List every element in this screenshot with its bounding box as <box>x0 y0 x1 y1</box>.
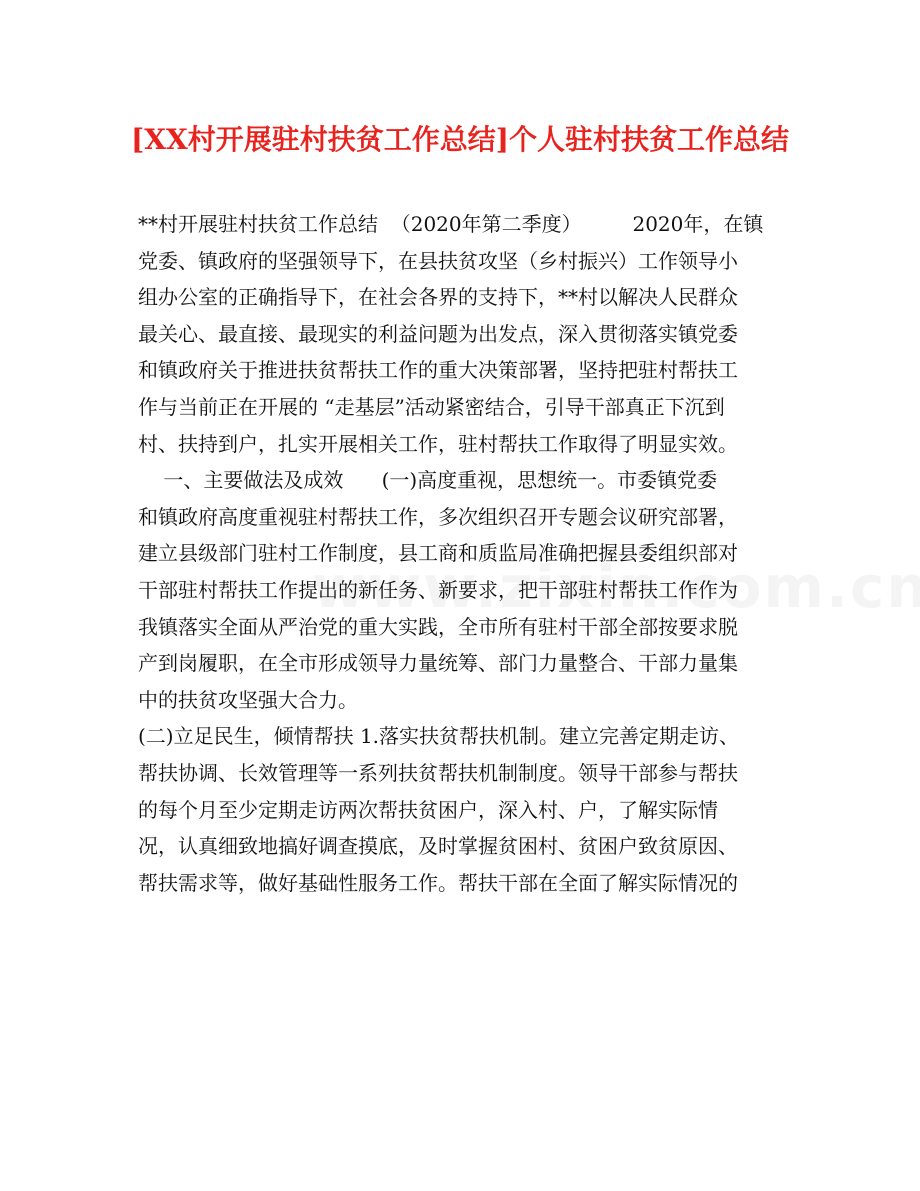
body-line: 干部驻村帮扶工作提出的新任务、新要求，把干部驻村帮扶工作作为 <box>138 577 738 602</box>
body-line: 帮扶协调、长效管理等一系列扶贫帮扶机制制度。领导干部参与帮扶 <box>138 760 738 785</box>
body-line: 况，认真细致地搞好调查摸底，及时掌握贫困村、贫困户致贫原因、 <box>138 834 738 859</box>
section-heading-line: (二)立足民生，倾情帮扶 1.落实扶贫帮扶机制。建立完善定期走访、 <box>138 724 740 749</box>
document-title: [XX村开展驻村扶贫工作总结]个人驻村扶贫工作总结 <box>131 123 789 156</box>
body-line: 村、扶持到户，扎实开展相关工作，驻村帮扶工作取得了明显实效。 <box>138 431 738 456</box>
body-line: 最关心、最直接、最现实的利益问题为出发点，深入贯彻落实镇党委 <box>138 321 738 346</box>
body-line: 的每个月至少定期走访两次帮扶贫困户，深入村、户，了解实际情 <box>138 797 718 822</box>
body-line: 和镇政府关于推进扶贫帮扶工作的重大决策部署，坚持把驻村帮扶工 <box>138 358 738 383</box>
body-line: 建立县级部门驻村工作制度，县工商和质监局准确把握县委组织部对 <box>138 541 738 566</box>
body-line: 组办公室的正确指导下，在社会各界的支持下，**村以解决人民群众 <box>138 285 738 310</box>
document-body <box>138 206 778 901</box>
body-line: 我镇落实全面从严治党的重大实践，全市所有驻村干部全部按要求脱 <box>138 614 738 639</box>
section-heading-line: 一、主要做法及成效 (一)高度重视，思想统一。市委镇党委 <box>138 468 718 493</box>
body-line: 和镇政府高度重视驻村帮扶工作，多次组织召开专题会议研究部署， <box>138 504 738 529</box>
body-line: 中的扶贫攻坚强大合力。 <box>138 687 358 712</box>
body-line: 党委、镇政府的坚强领导下，在县扶贫攻坚（乡村振兴）工作领导小 <box>138 248 738 273</box>
body-line: 作与当前正在开展的 “走基层”活动紧密结合，引导干部真正下沉到 <box>138 394 725 419</box>
body-line: **村开展驻村扶贫工作总结 （2020年第二季度） 2020年，在镇 <box>138 212 764 236</box>
body-line: 帮扶需求等，做好基础性服务工作。帮扶干部在全面了解实际情况的 <box>138 870 738 895</box>
body-line: 产到岗履职，在全市形成领导力量统筹、部门力量整合、干部力量集 <box>138 651 738 676</box>
